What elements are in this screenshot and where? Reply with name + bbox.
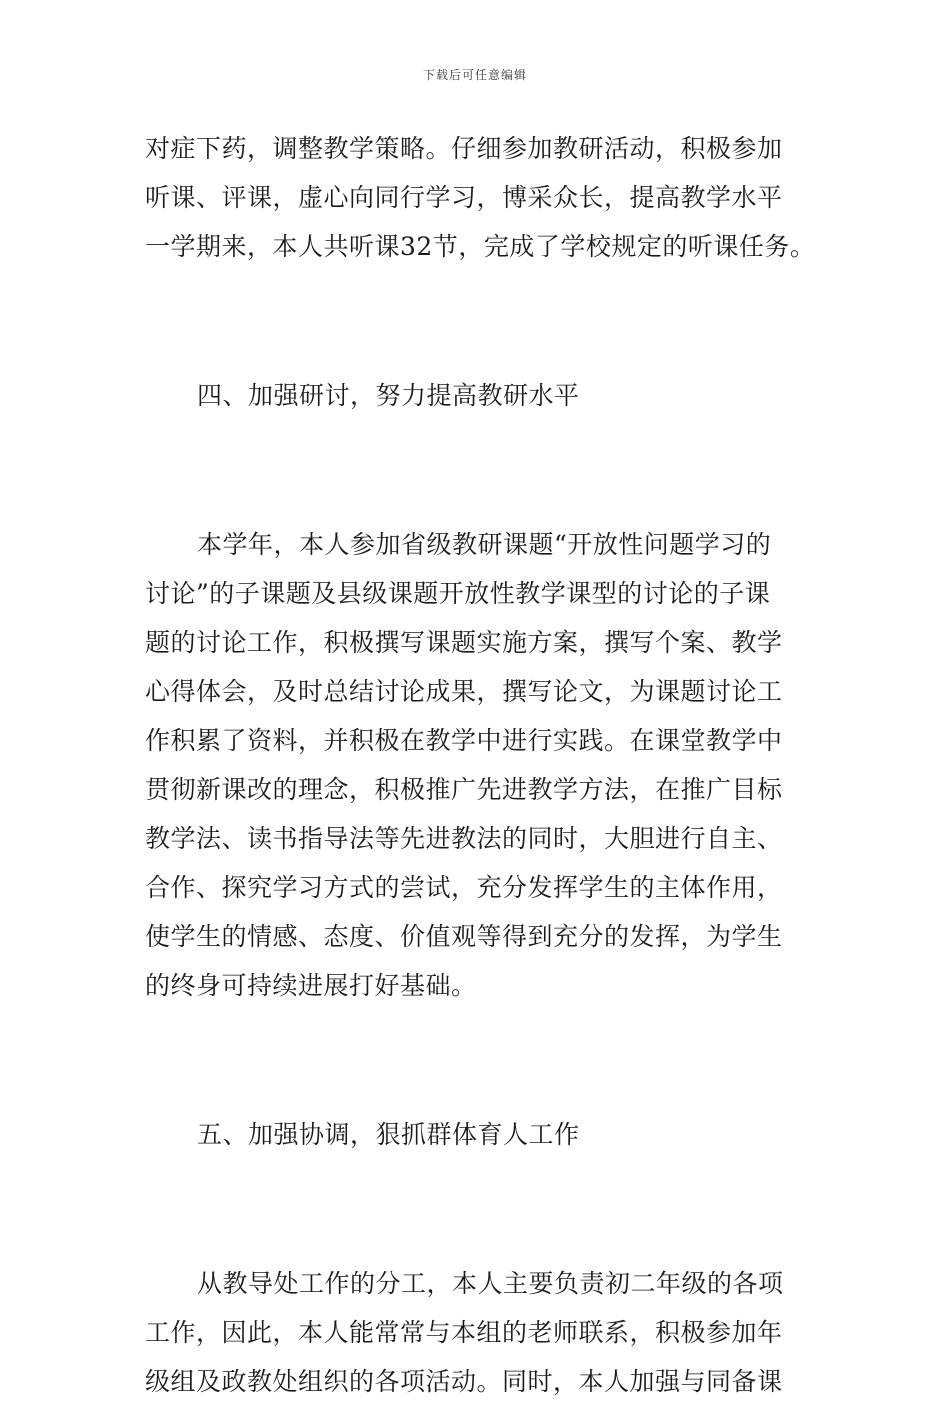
section-heading-4: 四、加强研讨，努力提高教研水平 [197,381,580,410]
paragraph-gap [145,1010,810,1110]
text-line: 题的讨论工作，积极撰写课题实施方案，撰写个案、教学 [145,628,783,657]
text-line: 心得体会，及时总结讨论成果，撰写论文，为课题讨论工 [145,677,783,706]
paragraph-teaching-strategy [145,124,816,271]
paragraph-gap [145,1159,810,1259]
text-line: 使学生的情感、态度、价值观等得到充分的发挥，为学生 [145,922,783,951]
paragraph-gap [145,271,810,371]
paragraph-coordination [145,1259,810,1406]
text-line: 听课、评课，虚心向同行学习，博采众长，提高教学水平 [145,183,783,212]
text-line: 级组及政教处组织的各项活动。同时，本人加强与同备课 [145,1367,783,1396]
text-line: 合作、探究学习方式的尝试，充分发挥学生的主体作用， [145,873,783,902]
document-body [145,124,816,1406]
text-line: 一学期来，本人共听课32节，完成了学校规定的听课任务。 [145,232,816,261]
text-line: 的终身可持续进展打好基础。 [145,971,477,1000]
text-line: 本学年，本人参加省级教研课题“开放性问题学习的 [197,530,772,559]
text-line: 从教导处工作的分工，本人主要负责初二年级的各项 [197,1269,784,1298]
text-line: 讨论”的子课题及县级课题开放性教学课型的讨论的子课 [145,579,771,608]
text-line: 作积累了资料，并积极在教学中进行实践。在课堂教学中 [145,726,783,755]
text-line: 教学法、读书指导法等先进教法的同时，大胆进行自主、 [145,824,783,853]
paragraph-research [145,520,810,1010]
text-line: 对症下药，调整教学策略。仔细参加教研活动，积极参加 [145,134,783,163]
header-note: 下载后可任意编辑 [422,68,527,82]
section-heading-5: 五、加强协调，狠抓群体育人工作 [197,1120,580,1149]
text-line: 贯彻新课改的理念，积极推广先进教学方法，在推广目标 [145,775,783,804]
text-line: 工作，因此，本人能常常与本组的老师联系，积极参加年 [145,1318,783,1347]
paragraph-gap [145,420,810,520]
